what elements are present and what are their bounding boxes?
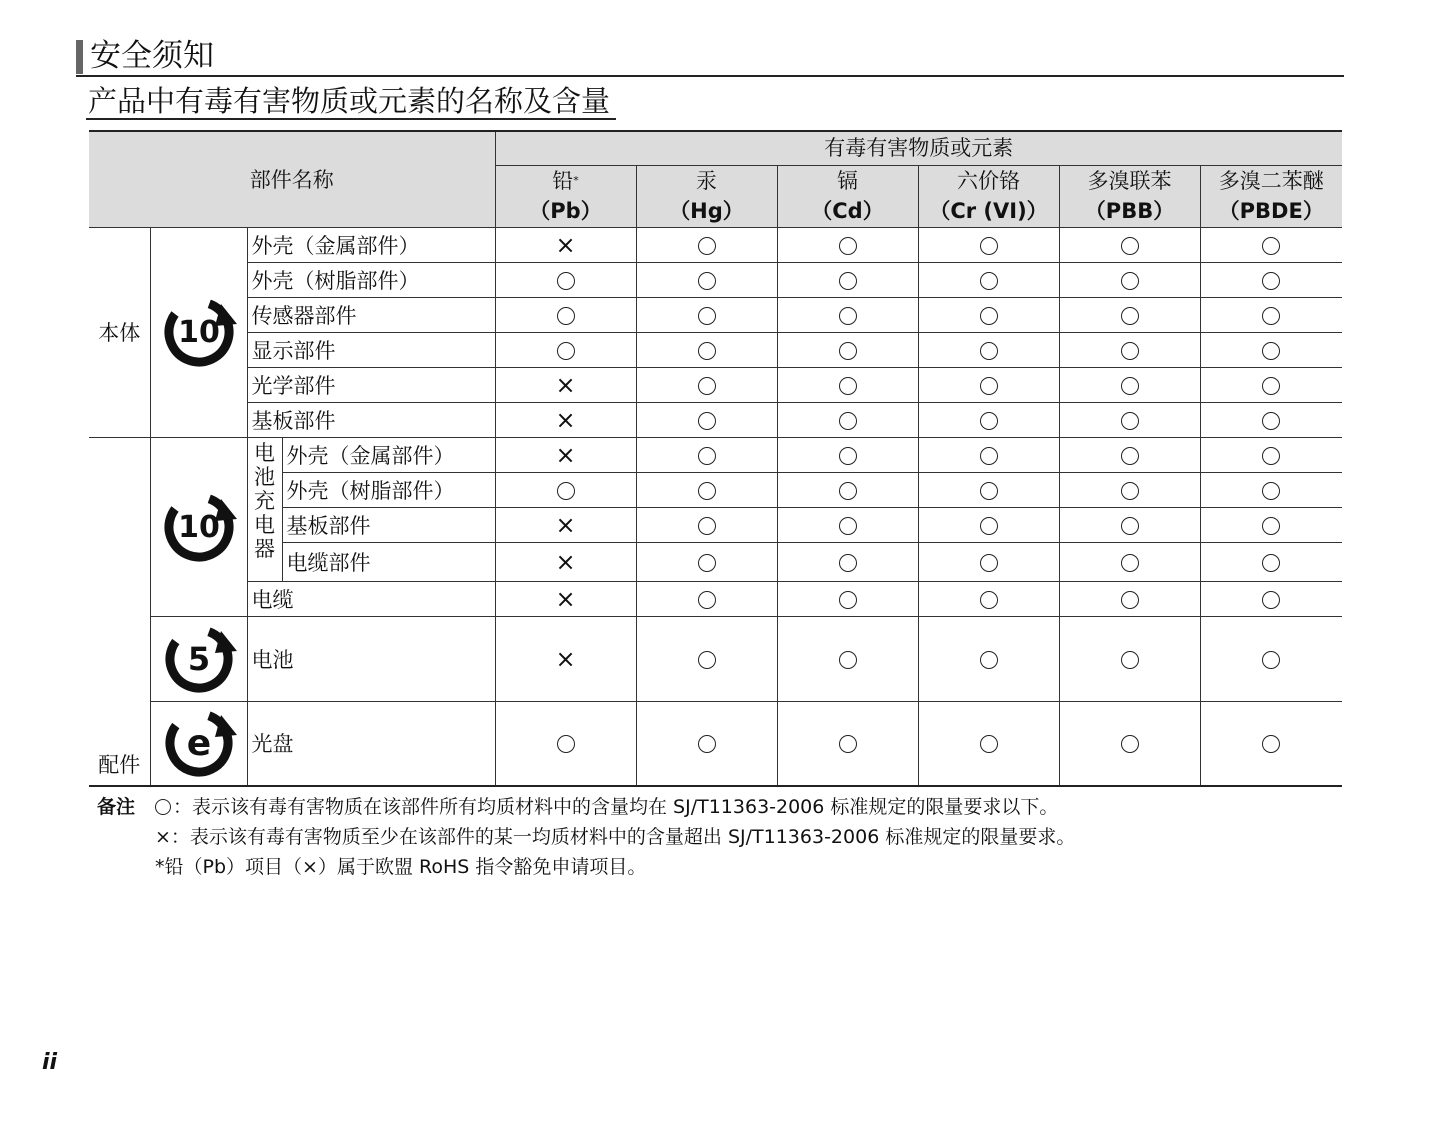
- within-limit-mark: [1262, 554, 1280, 572]
- within-limit-mark: [980, 482, 998, 500]
- within-limit-mark: [1121, 651, 1139, 669]
- substance-cell: [1200, 332, 1342, 367]
- substance-cell: [777, 332, 918, 367]
- section-title-text: 安全须知: [90, 38, 214, 74]
- within-limit-mark: [698, 735, 716, 753]
- substance-header-pb: 铅* （Pb）: [495, 165, 636, 227]
- within-limit-mark: [698, 651, 716, 669]
- substance-cell: [495, 227, 636, 262]
- substance-cell: [495, 297, 636, 332]
- table-row: [89, 227, 1342, 262]
- within-limit-mark: [839, 342, 857, 360]
- within-limit-mark: [1121, 482, 1139, 500]
- recycle-10-icon: [157, 290, 241, 374]
- substance-cell: [777, 367, 918, 402]
- within-limit-mark: [1262, 651, 1280, 669]
- substance-cell: [636, 367, 777, 402]
- table-row: [89, 402, 1342, 437]
- within-limit-mark: [557, 735, 575, 753]
- substance-cell: [1059, 616, 1200, 701]
- table-subtitle: 产品中有毒有害物质或元素的名称及含量: [86, 84, 616, 120]
- substance-cell: [918, 297, 1059, 332]
- substance-cell: [918, 507, 1059, 542]
- part-name: 外壳（金属部件）: [282, 437, 495, 472]
- recycle-5-icon: [157, 621, 241, 697]
- substance-cell: [495, 581, 636, 616]
- table-row: [89, 616, 1342, 701]
- exceeds-limit-mark: ×: [555, 585, 576, 613]
- within-limit-mark: [980, 412, 998, 430]
- substance-cell: [777, 402, 918, 437]
- part-name: 传感器部件: [247, 297, 495, 332]
- within-limit-mark: [1262, 237, 1280, 255]
- within-limit-mark: [1121, 554, 1139, 572]
- substance-cell: [1059, 437, 1200, 472]
- substance-cell: [777, 262, 918, 297]
- within-limit-mark: [1262, 591, 1280, 609]
- substance-header-hg: 汞 （Hg）: [636, 165, 777, 227]
- substance-cell: [1200, 297, 1342, 332]
- within-limit-mark: [698, 554, 716, 572]
- exceeds-limit-mark: ×: [555, 511, 576, 539]
- substance-cell: [918, 332, 1059, 367]
- substance-cell: [777, 437, 918, 472]
- within-limit-mark: [698, 517, 716, 535]
- substance-cell: [777, 227, 918, 262]
- within-limit-mark: [839, 272, 857, 290]
- substance-header-pbb: 多溴联苯 （PBB）: [1059, 165, 1200, 227]
- substance-cell: [777, 297, 918, 332]
- svg-text:5: 5: [187, 639, 210, 678]
- within-limit-mark: [698, 342, 716, 360]
- within-limit-mark: [980, 272, 998, 290]
- within-limit-mark: [1121, 377, 1139, 395]
- substance-group-header: 有毒有害物质或元素: [495, 131, 1342, 165]
- substance-cell: [636, 227, 777, 262]
- substance-cell: [1059, 472, 1200, 507]
- substance-cell: [918, 367, 1059, 402]
- substance-cell: [495, 262, 636, 297]
- svg-text:e: e: [186, 723, 211, 765]
- substance-cell: [777, 616, 918, 701]
- substance-cell: [1200, 472, 1342, 507]
- substance-cell: [777, 701, 918, 786]
- substance-cell: [636, 402, 777, 437]
- table-row: [89, 262, 1342, 297]
- substance-cell: [777, 472, 918, 507]
- exceeds-limit-mark: ×: [555, 371, 576, 399]
- within-limit-mark: [557, 482, 575, 500]
- within-limit-mark: [1121, 342, 1139, 360]
- within-limit-mark: [1121, 447, 1139, 465]
- within-limit-mark: [1262, 272, 1280, 290]
- part-name: 电缆: [247, 581, 495, 616]
- section-title-bar: [76, 40, 83, 74]
- table-row: [89, 581, 1342, 616]
- substance-cell: [636, 437, 777, 472]
- substance-cell: [495, 542, 636, 581]
- substance-cell: [636, 332, 777, 367]
- part-name: 基板部件: [247, 402, 495, 437]
- within-limit-mark: [1121, 735, 1139, 753]
- substance-cell: [918, 581, 1059, 616]
- substance-cell: [918, 616, 1059, 701]
- substance-cell: [495, 332, 636, 367]
- substance-cell: [1059, 297, 1200, 332]
- within-limit-mark: [1262, 377, 1280, 395]
- substance-cell: [918, 472, 1059, 507]
- substance-cell: [495, 367, 636, 402]
- substance-cell: [777, 542, 918, 581]
- within-limit-mark: [698, 272, 716, 290]
- substance-cell: [918, 437, 1059, 472]
- within-limit-mark: [698, 237, 716, 255]
- substance-cell: [1059, 701, 1200, 786]
- within-limit-mark: [980, 735, 998, 753]
- substance-cell: [636, 701, 777, 786]
- within-limit-mark: [1121, 412, 1139, 430]
- substance-cell: [918, 402, 1059, 437]
- within-limit-mark: [980, 377, 998, 395]
- substance-cell: [495, 616, 636, 701]
- within-limit-mark: [698, 447, 716, 465]
- within-limit-mark: [698, 377, 716, 395]
- part-name: 电池: [247, 616, 495, 701]
- exceeds-limit-mark: ×: [555, 231, 576, 259]
- substance-header-cr6: 六价铬 （Cr (VI)）: [918, 165, 1059, 227]
- within-limit-mark: [1262, 307, 1280, 325]
- within-limit-mark: [980, 342, 998, 360]
- substance-cell: [1200, 542, 1342, 581]
- within-limit-mark: [839, 591, 857, 609]
- within-limit-mark: [980, 447, 998, 465]
- exceeds-limit-mark: ×: [555, 406, 576, 434]
- within-limit-mark: [839, 307, 857, 325]
- substance-cell: [1059, 367, 1200, 402]
- part-name: 外壳（金属部件）: [247, 227, 495, 262]
- within-limit-mark: [1121, 517, 1139, 535]
- part-name-header: 部件名称: [89, 131, 495, 227]
- within-limit-mark: [980, 554, 998, 572]
- exceeds-limit-mark: ×: [555, 645, 576, 673]
- within-limit-mark: [839, 735, 857, 753]
- within-limit-mark: [698, 482, 716, 500]
- within-limit-mark: [839, 554, 857, 572]
- table-row: [89, 701, 1342, 786]
- epup-e-logo: [150, 701, 247, 786]
- within-limit-mark: [839, 482, 857, 500]
- recycle-e-icon: [157, 705, 241, 781]
- substance-cell: [1059, 262, 1200, 297]
- notes-label: 备注: [97, 796, 136, 818]
- exceeds-limit-mark: ×: [555, 548, 576, 576]
- substance-cell: [1200, 227, 1342, 262]
- within-limit-mark: [1262, 735, 1280, 753]
- substance-cell: [495, 402, 636, 437]
- cross-note: ×：表示该有毒有害物质至少在该部件的某一均质材料中的含量超出 SJ/T11363-2006 标准规定的限量要求。: [155, 826, 1076, 848]
- within-limit-mark: [557, 307, 575, 325]
- category-body: 本体: [89, 227, 150, 437]
- substance-cell: [1059, 332, 1200, 367]
- within-limit-mark: [1262, 412, 1280, 430]
- substance-cell: [636, 581, 777, 616]
- part-name: 电缆部件: [282, 542, 495, 581]
- svg-text:10: 10: [177, 509, 220, 545]
- within-limit-mark: [1121, 591, 1139, 609]
- svg-text:10: 10: [177, 315, 220, 350]
- substance-cell: [777, 507, 918, 542]
- substance-cell: [1200, 367, 1342, 402]
- substance-cell: [1200, 616, 1342, 701]
- within-limit-mark: [1262, 447, 1280, 465]
- within-limit-mark: [980, 591, 998, 609]
- substance-cell: [918, 227, 1059, 262]
- charger-label: 电池充电器: [247, 437, 282, 581]
- recycle-10-icon: [157, 485, 241, 569]
- part-name: 基板部件: [282, 507, 495, 542]
- within-limit-mark: [839, 651, 857, 669]
- within-limit-mark: [980, 517, 998, 535]
- hazardous-substances-table: [89, 130, 1342, 787]
- substance-cell: [636, 542, 777, 581]
- substance-cell: [495, 507, 636, 542]
- category-accessories: 配件: [89, 437, 150, 786]
- substance-cell: [495, 472, 636, 507]
- substance-cell: [495, 701, 636, 786]
- epup-10-logo-accessories: [150, 437, 247, 616]
- part-name: 光学部件: [247, 367, 495, 402]
- substance-cell: [1059, 507, 1200, 542]
- within-limit-mark: [698, 591, 716, 609]
- circle-icon: [155, 799, 171, 815]
- table-row: [89, 367, 1342, 402]
- substance-header-pbde: 多溴二苯醚 （PBDE）: [1200, 165, 1342, 227]
- substance-cell: [777, 581, 918, 616]
- part-name: 外壳（树脂部件）: [282, 472, 495, 507]
- within-limit-mark: [980, 307, 998, 325]
- epup-10-logo-body: [150, 227, 247, 437]
- within-limit-mark: [1121, 272, 1139, 290]
- substance-cell: [1200, 701, 1342, 786]
- substance-cell: [1200, 437, 1342, 472]
- within-limit-mark: [839, 517, 857, 535]
- exceeds-limit-mark: ×: [555, 441, 576, 469]
- substance-cell: [1200, 507, 1342, 542]
- substance-cell: [1059, 227, 1200, 262]
- substance-header-cd: 镉 （Cd）: [777, 165, 918, 227]
- within-limit-mark: [839, 237, 857, 255]
- substance-cell: [636, 507, 777, 542]
- within-limit-mark: [1262, 482, 1280, 500]
- within-limit-mark: [980, 651, 998, 669]
- substance-cell: [1059, 581, 1200, 616]
- substance-cell: [636, 616, 777, 701]
- within-limit-mark: [1262, 342, 1280, 360]
- substance-cell: [1200, 402, 1342, 437]
- table-row: [89, 332, 1342, 367]
- within-limit-mark: [839, 377, 857, 395]
- substance-cell: [918, 262, 1059, 297]
- within-limit-mark: [698, 307, 716, 325]
- within-limit-mark: [1121, 237, 1139, 255]
- table-row: [89, 437, 1342, 472]
- within-limit-mark: [980, 237, 998, 255]
- page-number: ii: [42, 1050, 58, 1075]
- substance-cell: [1059, 402, 1200, 437]
- part-name: 外壳（树脂部件）: [247, 262, 495, 297]
- substance-cell: [495, 437, 636, 472]
- within-limit-mark: [1121, 307, 1139, 325]
- star-note: *铅（Pb）项目（×）属于欧盟 RoHS 指令豁免申请项目。: [155, 856, 647, 878]
- within-limit-mark: [557, 342, 575, 360]
- within-limit-mark: [698, 412, 716, 430]
- circle-note: ：表示该有毒有害物质在该部件所有均质材料中的含量均在 SJ/T11363-2006 标准规定的限量要求以下。: [173, 796, 1059, 818]
- within-limit-mark: [839, 447, 857, 465]
- substance-cell: [1200, 262, 1342, 297]
- substance-cell: [1059, 542, 1200, 581]
- substance-cell: [636, 297, 777, 332]
- substance-cell: [636, 262, 777, 297]
- within-limit-mark: [839, 412, 857, 430]
- part-name: 显示部件: [247, 332, 495, 367]
- section-title: [76, 38, 1344, 77]
- part-name: 光盘: [247, 701, 495, 786]
- within-limit-mark: [557, 272, 575, 290]
- epup-5-logo: [150, 616, 247, 701]
- substance-cell: [1200, 581, 1342, 616]
- substance-cell: [918, 701, 1059, 786]
- within-limit-mark: [1262, 517, 1280, 535]
- table-row: [89, 297, 1342, 332]
- substance-cell: [636, 472, 777, 507]
- substance-cell: [918, 542, 1059, 581]
